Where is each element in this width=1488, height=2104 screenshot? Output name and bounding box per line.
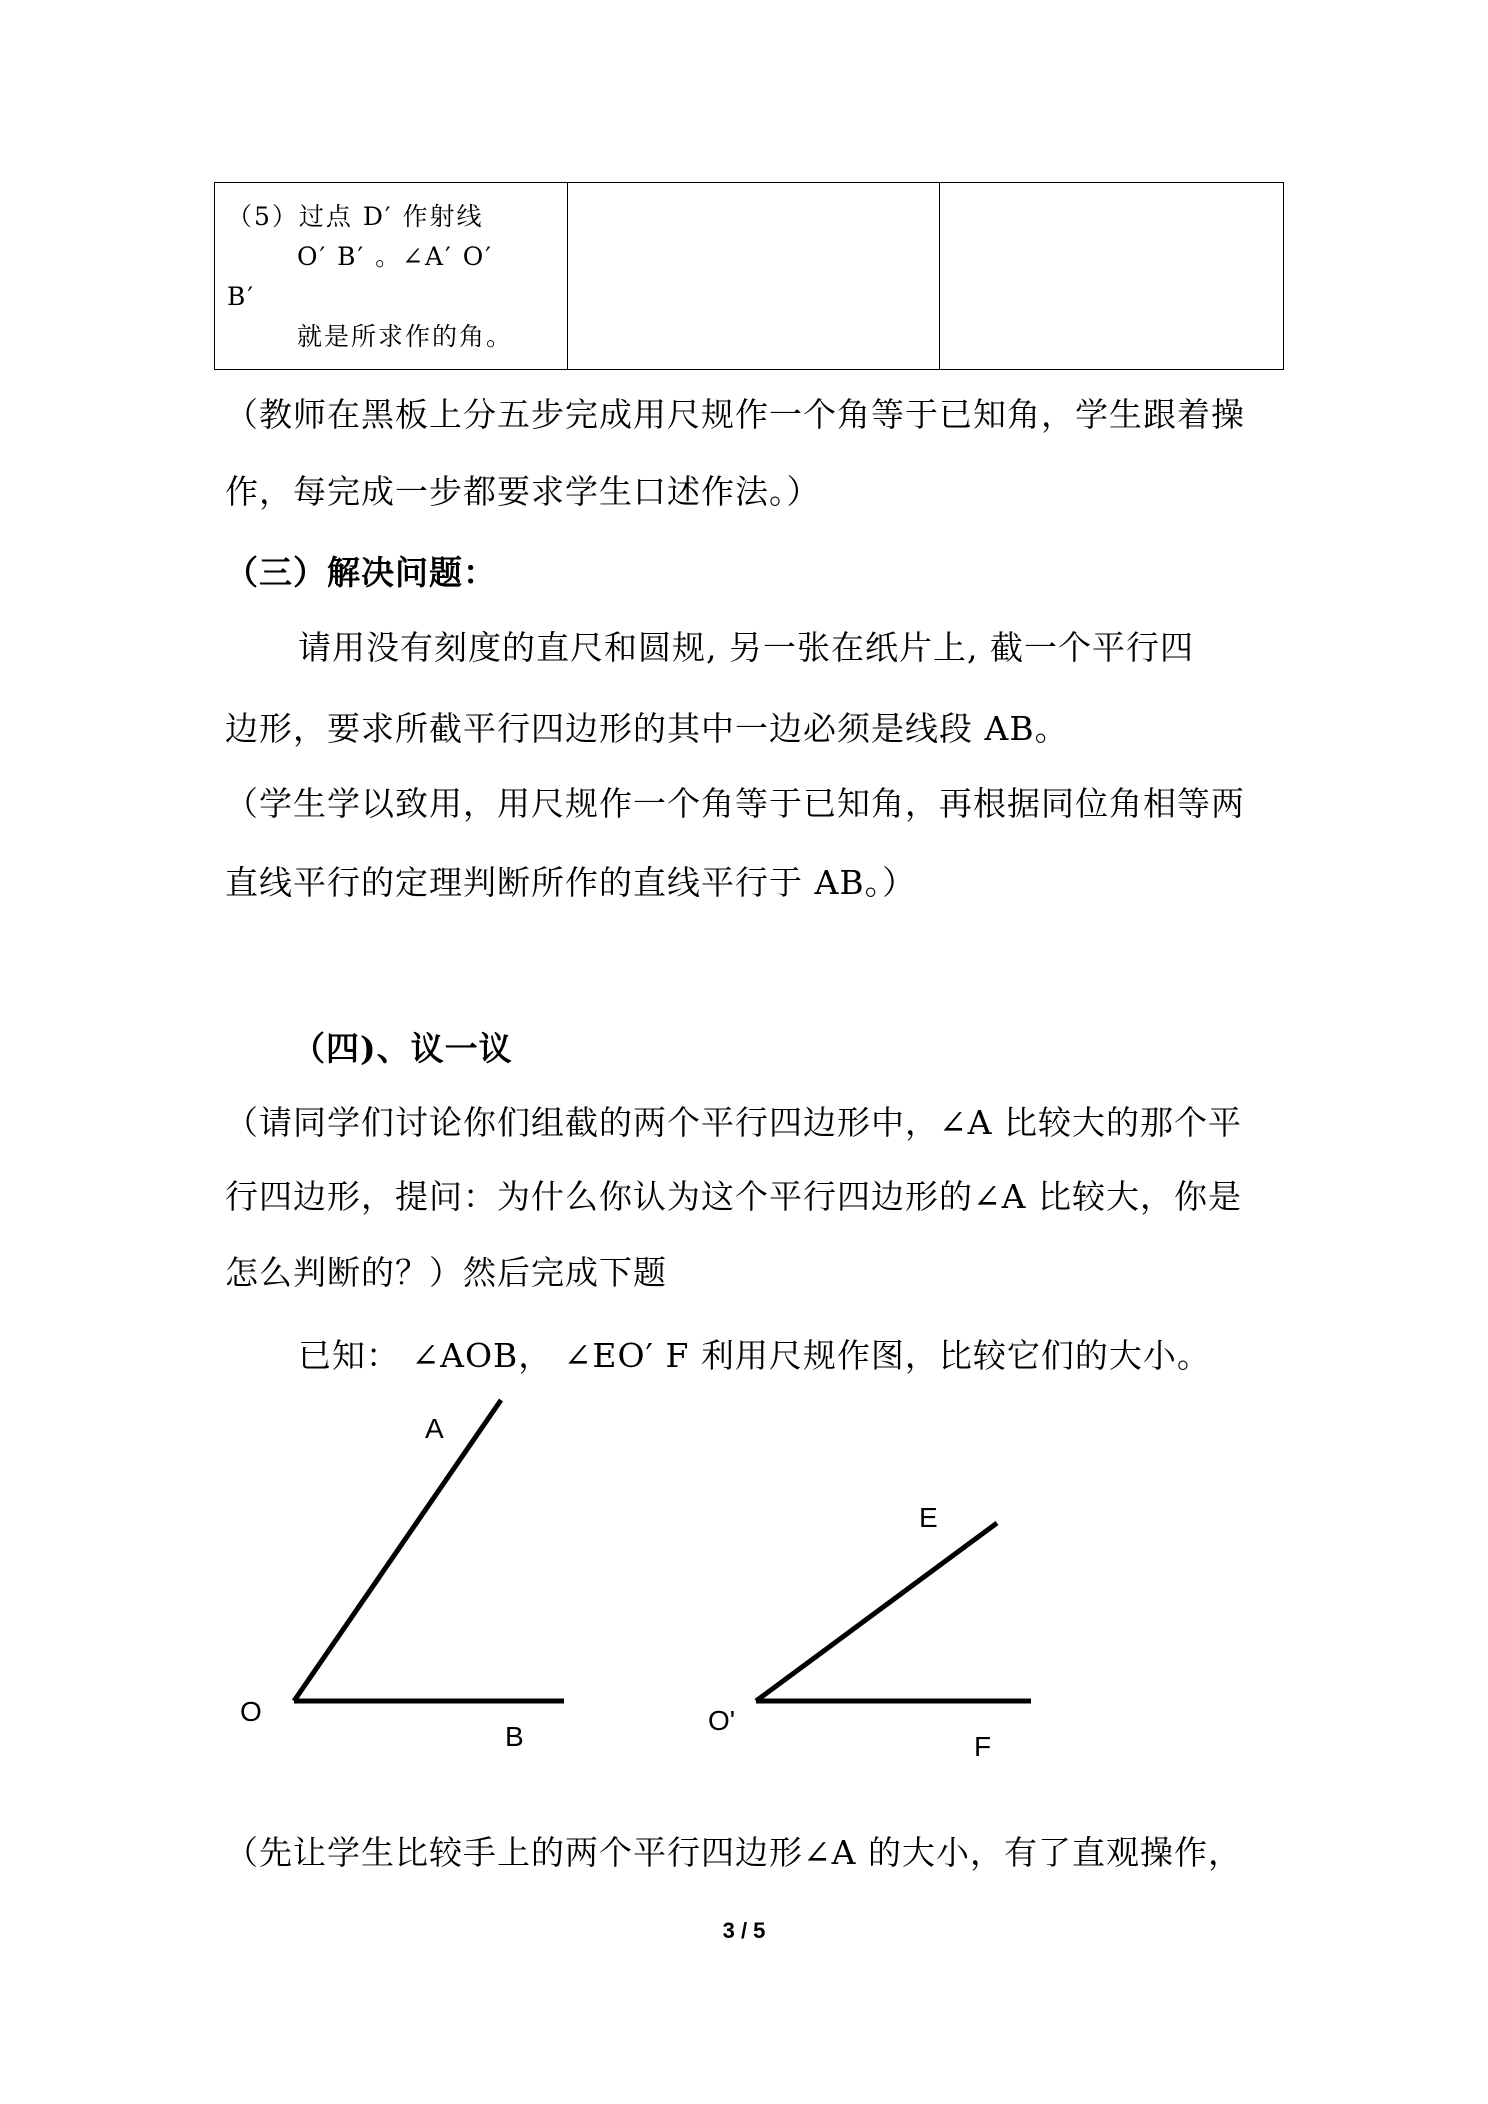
ray-oe — [756, 1523, 997, 1701]
step5-line4: 就是所求作的角。 — [297, 322, 514, 351]
label-f: F — [974, 1731, 992, 1762]
label-e: E — [919, 1502, 938, 1533]
paragraph-discussion-line3: 怎么判断的？）然后完成下题 — [225, 1253, 667, 1292]
paragraph-teacher-note-line1: （教师在黑板上分五步完成用尺规作一个角等于已知角，学生跟着操 — [225, 395, 1245, 434]
step5-line2: O′ B′ 。∠A′ O′ — [297, 242, 493, 271]
section-heading-4: （四)、议一议 — [292, 1029, 513, 1068]
paragraph-student-note-line1: （学生学以致用，用尺规作一个角等于已知角，再根据同位角相等两 — [225, 784, 1245, 823]
step5-line3: B′ — [227, 282, 256, 311]
paragraph-compare: （先让学生比较手上的两个平行四边形∠A 的大小，有了直观操作， — [225, 1833, 1242, 1872]
label-o: O — [240, 1696, 262, 1727]
section-heading-3: （三）解决问题： — [225, 553, 497, 592]
page-number: 3 / 5 — [722, 1918, 766, 1943]
label-b: B — [505, 1721, 524, 1752]
paragraph-problem-line2: 边形，要求所截平行四边形的其中一边必须是线段 AB。 — [225, 709, 1069, 748]
paragraph-teacher-note-line2: 作，每完成一步都要求学生口述作法。） — [225, 472, 821, 511]
label-a: A — [425, 1413, 444, 1444]
paragraph-discussion-line1: （请同学们讨论你们组截的两个平行四边形中，∠A 比较大的那个平 — [225, 1103, 1242, 1142]
paragraph-problem-line1: 请用没有刻度的直尺和圆规, 另一张在纸片上, 截一个平行四 — [298, 628, 1194, 667]
paragraph-discussion-line2: 行四边形，提问：为什么你认为这个平行四边形的∠A 比较大，你是 — [225, 1177, 1242, 1216]
step5-line1: （5）过点 D′ 作射线 — [227, 202, 484, 231]
label-o-prime: O' — [708, 1705, 736, 1736]
paragraph-student-note-line2: 直线平行的定理判断所作的直线平行于 AB。） — [225, 863, 917, 902]
paragraph-given: 已知： ∠AOB， ∠EO′ F 利用尺规作图，比较它们的大小。 — [298, 1336, 1211, 1375]
ray-oa — [294, 1400, 501, 1701]
